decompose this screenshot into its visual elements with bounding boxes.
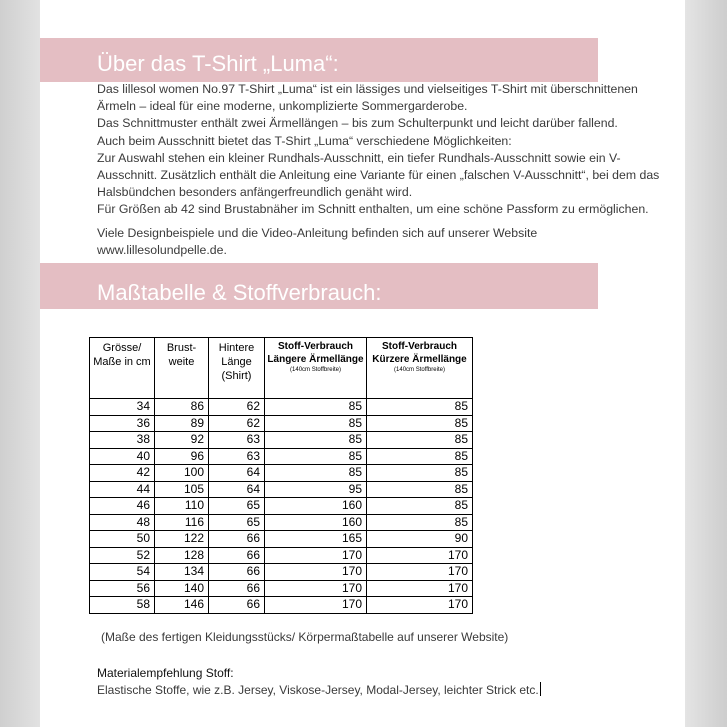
cell-back-length: 65	[209, 498, 265, 515]
header-fabric-long-note: (140cm Stoffbreite)	[290, 367, 341, 373]
cell-size: 50	[90, 531, 155, 548]
cell-chest: 105	[155, 481, 209, 498]
website-link[interactable]: www.lillesolundpelle.de.	[97, 242, 227, 257]
table-row	[90, 465, 473, 482]
cell-back-length: 64	[209, 465, 265, 482]
cell-back-length: 66	[209, 547, 265, 564]
cell-fabric-short: 85	[367, 432, 473, 449]
cell-chest: 89	[155, 415, 209, 432]
table-row	[90, 481, 473, 498]
document-page	[40, 0, 685, 727]
cell-fabric-short: 170	[367, 547, 473, 564]
table-row	[90, 514, 473, 531]
cell-fabric-long: 170	[265, 547, 367, 564]
table-row	[90, 432, 473, 449]
text-cursor	[540, 682, 541, 696]
cell-back-length: 64	[209, 481, 265, 498]
header-fabric-short-label: Stoff-Verbrauch Kürzere Ärmellänge	[372, 341, 467, 365]
cell-fabric-long: 170	[265, 580, 367, 597]
cell-chest: 146	[155, 597, 209, 614]
cell-chest: 92	[155, 432, 209, 449]
cell-back-length: 63	[209, 432, 265, 449]
cell-back-length: 66	[209, 580, 265, 597]
cell-chest: 100	[155, 465, 209, 482]
cell-fabric-short: 170	[367, 580, 473, 597]
background-blur-right	[685, 0, 727, 727]
cell-size: 46	[90, 498, 155, 515]
material-title: Materialempfehlung Stoff:	[97, 666, 234, 680]
table-row	[90, 564, 473, 581]
cell-size: 58	[90, 597, 155, 614]
table-row	[90, 580, 473, 597]
cell-back-length: 62	[209, 399, 265, 416]
cell-chest: 86	[155, 399, 209, 416]
cell-size: 40	[90, 448, 155, 465]
table-row	[90, 415, 473, 432]
cell-chest: 128	[155, 547, 209, 564]
cell-fabric-short: 90	[367, 531, 473, 548]
cell-size: 54	[90, 564, 155, 581]
cell-back-length: 66	[209, 564, 265, 581]
cell-chest: 116	[155, 514, 209, 531]
cell-size: 44	[90, 481, 155, 498]
table-note: (Maße des fertigen Kleidungsstücks/ Körpermaßtabelle auf unserer Website)	[101, 630, 509, 644]
cell-size: 52	[90, 547, 155, 564]
header-fabric-long	[265, 338, 367, 399]
intro-text	[97, 81, 677, 259]
cell-chest: 140	[155, 580, 209, 597]
cell-fabric-long: 85	[265, 415, 367, 432]
cell-fabric-short: 85	[367, 481, 473, 498]
cell-chest: 110	[155, 498, 209, 515]
cell-fabric-short: 170	[367, 564, 473, 581]
cell-fabric-long: 85	[265, 399, 367, 416]
table-row	[90, 448, 473, 465]
cell-back-length: 66	[209, 597, 265, 614]
header-chest: Brust-weite	[155, 338, 209, 399]
website-text: Viele Designbeispiele und die Video-Anleitung befinden sich auf unserer Website	[97, 225, 538, 240]
cell-size: 38	[90, 432, 155, 449]
intro-paragraph: Auch beim Ausschnitt bietet das T-Shirt „Luma“ verschiedene Möglichkeiten:	[97, 133, 512, 148]
cell-fabric-short: 85	[367, 498, 473, 515]
header-fabric-short	[367, 338, 473, 399]
table-header-row	[90, 338, 473, 399]
cell-fabric-short: 85	[367, 448, 473, 465]
cell-size: 42	[90, 465, 155, 482]
cell-size: 48	[90, 514, 155, 531]
cell-chest: 122	[155, 531, 209, 548]
header-size: Grösse/ Maße in cm	[90, 338, 155, 399]
cell-fabric-long: 85	[265, 432, 367, 449]
cell-fabric-long: 160	[265, 514, 367, 531]
intro-paragraph: Das lillesol women No.97 T-Shirt „Luma“ ist ein lässiges und vielseitiges T-Shirt mit überschnittenen Ärmeln – ideal für eine moderne, unkomplizierte Sommergarderobe.	[97, 82, 638, 114]
cell-fabric-short: 85	[367, 399, 473, 416]
cell-fabric-long: 160	[265, 498, 367, 515]
cell-back-length: 66	[209, 531, 265, 548]
cell-fabric-short: 85	[367, 415, 473, 432]
cell-fabric-short: 85	[367, 514, 473, 531]
cell-back-length: 65	[209, 514, 265, 531]
intro-paragraph: Zur Auswahl stehen ein kleiner Rundhals-Ausschnitt, ein tiefer Rundhals-Ausschnitt sowie ein V-Ausschnitt. Zusätzlich enthält die Anleitung eine Variante für einen „falschen V-Ausschnitt“, bei dem das Halsbündchen besonders anfängerfreundlich genäht wird.	[97, 150, 660, 200]
intro-paragraph: Das Schnittmuster enthält zwei Ärmellängen – bis zum Schulterpunkt und leicht darüber fallend.	[97, 116, 618, 131]
section-heading-size-table: Maßtabelle & Stoffverbrauch:	[40, 263, 598, 309]
cell-fabric-long: 170	[265, 597, 367, 614]
cell-size: 56	[90, 580, 155, 597]
cell-fabric-short: 170	[367, 597, 473, 614]
cell-fabric-long: 170	[265, 564, 367, 581]
cell-back-length: 63	[209, 448, 265, 465]
section-heading-about: Über das T-Shirt „Luma“:	[40, 38, 598, 82]
cell-fabric-long: 85	[265, 448, 367, 465]
size-table	[89, 337, 473, 614]
cell-fabric-short: 85	[367, 465, 473, 482]
intro-paragraph: Für Größen ab 42 sind Brustabnäher im Schnitt enthalten, um eine schöne Passform zu ermöglichen.	[97, 202, 649, 217]
table-row	[90, 498, 473, 515]
cell-size: 34	[90, 399, 155, 416]
table-row	[90, 597, 473, 614]
cell-chest: 134	[155, 564, 209, 581]
table-row	[90, 399, 473, 416]
background-blur-left	[0, 0, 40, 727]
cell-back-length: 62	[209, 415, 265, 432]
material-text-line[interactable]	[97, 682, 541, 697]
table-row	[90, 531, 473, 548]
header-fabric-long-label: Stoff-Verbrauch Längere Ärmellänge	[267, 341, 364, 365]
cell-size: 36	[90, 415, 155, 432]
cell-fabric-long: 165	[265, 531, 367, 548]
table-row	[90, 547, 473, 564]
header-fabric-short-note: (140cm Stoffbreite)	[394, 367, 445, 373]
cell-fabric-long: 85	[265, 465, 367, 482]
cell-fabric-long: 95	[265, 481, 367, 498]
header-back-length: Hintere Länge (Shirt)	[209, 338, 265, 399]
material-text: Elastische Stoffe, wie z.B. Jersey, Viskose-Jersey, Modal-Jersey, leichter Strick etc.	[97, 683, 539, 697]
cell-chest: 96	[155, 448, 209, 465]
